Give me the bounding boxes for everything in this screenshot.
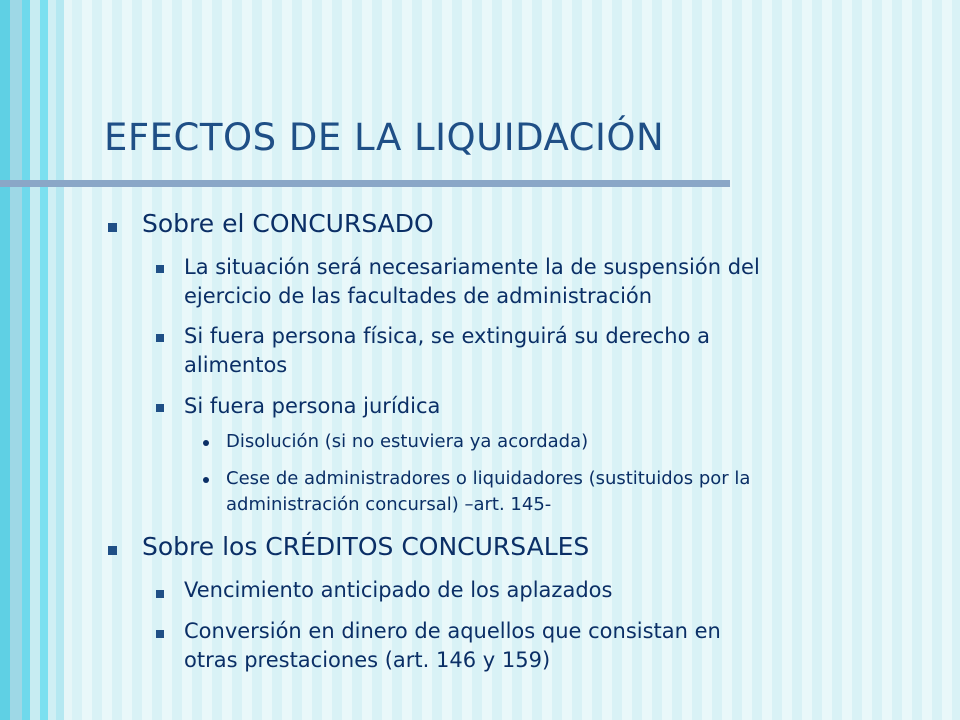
section-heading-concursado: Sobre el CONCURSADO xyxy=(142,209,434,238)
square-bullet-icon xyxy=(156,334,164,342)
title-underline xyxy=(0,180,730,187)
list-item: Si fuera persona física, se extinguirá su derecho a alimentos xyxy=(184,324,710,377)
square-bullet-icon xyxy=(156,590,164,598)
square-bullet-icon xyxy=(108,546,117,555)
slide-title: EFECTOS DE LA LIQUIDACIÓN xyxy=(104,116,665,159)
list-item: La situación será necesariamente la de suspensión del ejercicio de las facultades de administración xyxy=(184,255,760,308)
square-bullet-icon xyxy=(156,630,164,638)
round-bullet-icon xyxy=(203,477,209,483)
section-heading-creditos: Sobre los CRÉDITOS CONCURSALES xyxy=(142,532,590,561)
round-bullet-icon xyxy=(203,440,209,446)
square-bullet-icon xyxy=(156,265,164,273)
square-bullet-icon xyxy=(108,223,117,232)
list-item: Conversión en dinero de aquellos que consistan en otras prestaciones (art. 146 y 159) xyxy=(184,619,721,672)
list-item: Si fuera persona jurídica xyxy=(184,394,441,418)
list-item: Vencimiento anticipado de los aplazados xyxy=(184,578,613,602)
sub-list-item: Cese de administradores o liquidadores (sustituidos por la administración concursal) –art. 145- xyxy=(226,468,751,515)
sub-list-item: Disolución (si no estuviera ya acordada) xyxy=(226,431,589,452)
square-bullet-icon xyxy=(156,404,164,412)
